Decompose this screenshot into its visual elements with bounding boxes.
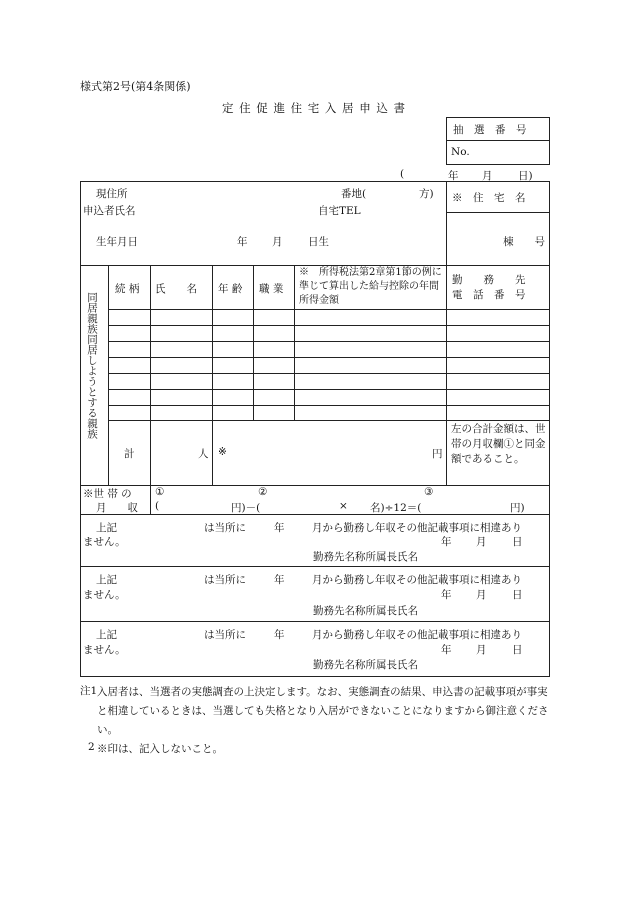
cert1-year: 年 [441,536,452,548]
persons-unit: 人 [198,448,209,460]
cert1-signer: 勤務先名称所属長氏名 [313,551,418,563]
name-header: 氏 名 [155,283,197,295]
cert3-line2: ません。 [83,644,126,656]
relation-header: 続 柄 [115,283,140,295]
circle-1: ① [155,486,165,498]
circle-2: ② [258,486,268,498]
cert3-month: 月 [476,644,487,656]
cert1-day: 日 [512,536,523,548]
applicant-name-label: 申込者氏名 [83,205,136,217]
cert2-line1-c: 年 [274,574,285,586]
note2-text: ※印は、記入しないこと。 [97,743,223,755]
formula-c: × [339,500,348,512]
cert2-signer: 勤務先名称所属長氏名 [313,605,418,617]
cert3-line1-a: 上記 [96,629,117,641]
birth-month: 月 [272,236,283,248]
total-mark: ※ [218,446,227,458]
note2-number: 2 [88,741,95,753]
cert1-month: 月 [476,536,487,548]
total-note: 左の合計金額は、世帯の月収欄①と同金額であること。 [451,423,546,465]
formula-b: 円)－( [231,502,261,514]
cert1-line1-b: は当所に [204,522,246,534]
household-label-2: 月 収 [96,502,138,514]
kata-label: 方) [419,188,434,200]
page-title: 定 住 促 進 住 宅 入 居 申 込 書 [222,101,407,115]
cert2-line1-a: 上記 [96,574,117,586]
household-label-1: ※世 帯 の [83,488,132,500]
birth-date-label: 生年月日 [96,236,138,248]
cert3-line1-b: は当所に [204,629,246,641]
cert3-line1-c: 年 [274,629,285,641]
cert1-line1-a: 上記 [96,522,117,534]
note1-text: 入居者は、当選者の実態調査の上決定します。なお、実態調査の結果、申込書の記載事項が事実と相違しているときは、当選しても失格となり入居ができないことになりますから御注意ください。 [97,686,549,736]
home-tel-label: 自宅TEL [318,205,361,217]
income-header: ※ 所得税法第2章第1節の例に準じて算出した給与控除の年間所得金額 [299,267,442,306]
total-label: 計 [124,448,135,460]
date-day: 日) [518,170,533,182]
family-side-label: 同居親族同居しようとする親族 [86,292,98,439]
date-month: 月 [482,170,493,182]
cert2-year: 年 [441,589,452,601]
lottery-number-label: 抽 選 番 号 [453,124,527,136]
cert2-line2: ません。 [83,589,126,601]
cert3-signer: 勤務先名称所属長氏名 [313,659,418,671]
formula-d: 名)÷12＝( [370,502,422,514]
cert2-line1-d: 月から勤務し年収その他記載事項に相違あり [312,574,522,586]
form-number: 様式第2号(第4条関係) [80,80,191,93]
age-header: 年 齢 [218,283,243,295]
yen-unit: 円 [432,448,443,460]
banchi-label: 番地( [341,188,367,200]
address-label: 現住所 [96,188,128,200]
housing-name-label: ※ 住 宅 名 [452,192,526,204]
date-open: ( [400,168,405,180]
formula-e: 円) [510,502,525,514]
cert2-month: 月 [476,589,487,601]
occupation-header: 職 業 [259,283,284,295]
note1-number: 注1 [80,685,98,697]
cert1-line1-d: 月から勤務し年収その他記載事項に相違あり [312,522,522,534]
birth-year: 年 [237,236,248,248]
cert2-day: 日 [512,589,523,601]
cert3-year: 年 [441,644,452,656]
lottery-no-field[interactable]: No. [451,146,470,158]
cert1-line1-c: 年 [274,522,285,534]
cert2-line1-b: は当所に [204,574,246,586]
building-label: 棟 号 [503,236,545,248]
date-year: 年 [448,170,459,182]
cert3-day: 日 [512,644,523,656]
workplace-header: 勤 務 先 電 話 番 号 [452,274,526,301]
birth-day: 日生 [308,236,329,248]
circle-3: ③ [424,486,434,498]
cert1-line2: ません。 [83,536,126,548]
cert3-line1-d: 月から勤務し年収その他記載事項に相違あり [312,629,522,641]
formula-a: ( [155,500,160,512]
